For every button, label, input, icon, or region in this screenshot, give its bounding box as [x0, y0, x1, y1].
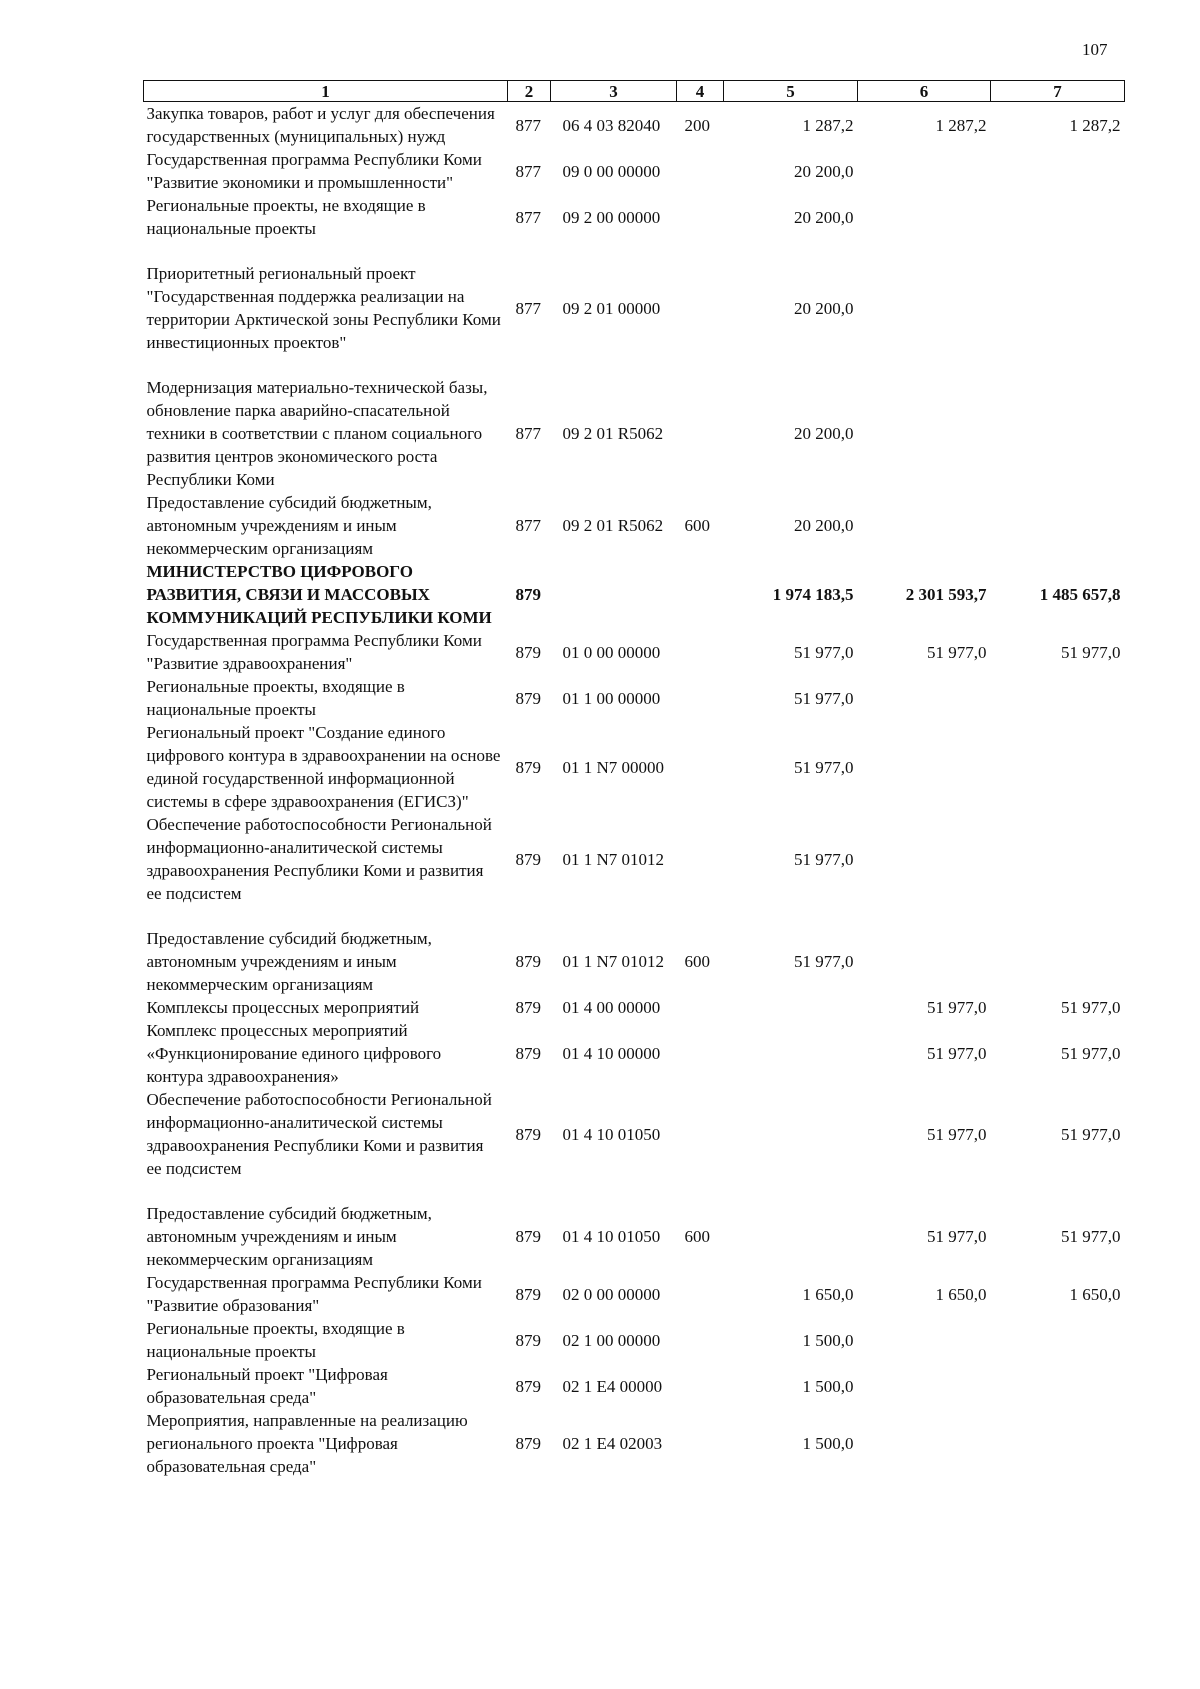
- row-target-code: 01 4 10 00000: [562, 1044, 661, 1063]
- row-amount-col7: 1 650,0: [1069, 1284, 1121, 1304]
- row-amount-col6: [858, 148, 991, 194]
- row-expense-type: 200: [684, 115, 710, 135]
- row-target-code: 01 4 10 01050: [562, 1227, 661, 1246]
- row-name: Региональные проекты, входящие в национальные проекты: [146, 1319, 405, 1361]
- row-name: Комплексы процессных мероприятий: [146, 998, 420, 1017]
- column-header-5: 5: [724, 81, 858, 102]
- header-row: [144, 81, 1125, 102]
- row-expense-type: [677, 675, 724, 721]
- row-name: Мероприятия, направленные на реализацию регионального проекта "Цифровая образовательная среда": [146, 1411, 468, 1476]
- row-name: Региональные проекты, входящие в национальные проекты: [146, 677, 405, 719]
- page-number: 107: [1082, 40, 1108, 59]
- row-amount-col7: [991, 262, 1125, 376]
- row-expense-type: [677, 1088, 724, 1202]
- row-target-code: 02 1 E4 00000: [562, 1376, 663, 1396]
- row-amount-col6: 2 301 593,7: [905, 585, 987, 604]
- row-ministry-code: 879: [515, 688, 541, 708]
- row-amount-col7: [991, 148, 1125, 194]
- row-amount-col7: [991, 927, 1125, 996]
- row-amount-col6: 51 977,0: [927, 1227, 987, 1246]
- row-ministry-code: 879: [515, 952, 541, 971]
- row-amount-col6: [858, 1317, 991, 1363]
- row-name: Обеспечение работоспособности Региональной информационно-аналитической системы здравоохранения Республики Коми и развития ее подсистем: [146, 1090, 492, 1178]
- table-row: [144, 102, 1125, 149]
- row-ministry-code: 877: [515, 424, 541, 443]
- row-name: Модернизация материально-технической базы, обновление парка аварийно-спасательной техники в соответствии с планом социального развития центров экономического роста Республики Коми: [146, 378, 488, 489]
- row-amount-col7: 1 287,2: [1069, 115, 1121, 135]
- row-target-code: 02 0 00 00000: [562, 1284, 661, 1304]
- row-amount-col6: 51 977,0: [927, 642, 987, 662]
- table-row: [144, 148, 1125, 194]
- row-amount-col7: [991, 1409, 1125, 1478]
- row-amount-col7: [991, 1363, 1125, 1409]
- row-amount-col7: 51 977,0: [1061, 998, 1121, 1017]
- row-amount-col7: [991, 1317, 1125, 1363]
- row-amount-col5: [724, 1202, 858, 1271]
- row-amount-col7: [991, 491, 1125, 560]
- row-expense-type: 600: [684, 1227, 710, 1246]
- row-expense-type: [677, 1363, 724, 1409]
- table-row: [144, 194, 1125, 262]
- table-row: [144, 996, 1125, 1019]
- row-expense-type: 600: [684, 952, 710, 971]
- row-ministry-code: 877: [515, 115, 541, 135]
- row-expense-type: [677, 560, 724, 629]
- row-amount-col5: 51 977,0: [794, 849, 854, 869]
- row-expense-type: [677, 376, 724, 491]
- row-amount-col6: 51 977,0: [927, 1044, 987, 1063]
- row-amount-col5: 20 200,0: [794, 298, 854, 318]
- row-amount-col5: [724, 1019, 858, 1088]
- row-ministry-code: 877: [515, 161, 541, 181]
- row-target-code: 01 4 00 00000: [562, 998, 661, 1017]
- row-ministry-code: 879: [515, 757, 541, 777]
- row-name: Предоставление субсидий бюджетным, автономным учреждениям и иным некоммерческим организациям: [146, 1204, 432, 1269]
- row-amount-col5: 1 650,0: [802, 1284, 854, 1304]
- table-row: [144, 1317, 1125, 1363]
- row-target-code: 01 0 00 00000: [562, 642, 661, 662]
- row-amount-col7: 51 977,0: [1061, 1124, 1121, 1144]
- table-row: [144, 1363, 1125, 1409]
- row-expense-type: [677, 813, 724, 927]
- row-amount-col5: 1 974 183,5: [772, 585, 854, 604]
- row-amount-col6: [858, 194, 991, 262]
- row-amount-col7: [991, 813, 1125, 927]
- row-amount-col7: 51 977,0: [1061, 642, 1121, 662]
- row-target-code: 01 1 N7 01012: [562, 849, 665, 869]
- row-name: [144, 560, 508, 629]
- row-amount-col7: [991, 721, 1125, 813]
- row-target-code: [551, 560, 677, 629]
- row-ministry-code: 879: [515, 585, 541, 604]
- row-amount-col5: 1 287,2: [802, 115, 854, 135]
- table-row: [144, 813, 1125, 927]
- row-target-code: 02 1 00 00000: [562, 1330, 661, 1350]
- table-row: [144, 560, 1125, 629]
- row-name: Приоритетный региональный проект "Государственная поддержка реализации на территории Арктической зоны Республики Коми инвестиционных проектов": [146, 264, 501, 352]
- row-amount-col5: 51 977,0: [794, 952, 854, 971]
- table-row: [144, 1088, 1125, 1202]
- table-body: [144, 102, 1125, 1479]
- row-target-code: 01 4 10 01050: [562, 1124, 661, 1144]
- row-ministry-code: 879: [515, 1044, 541, 1063]
- row-target-code: 06 4 03 82040: [562, 115, 661, 135]
- row-amount-col6: [858, 1409, 991, 1478]
- column-header-7: 7: [991, 81, 1125, 102]
- row-amount-col5: 51 977,0: [794, 757, 854, 777]
- row-amount-col6: 51 977,0: [927, 1124, 987, 1144]
- row-ministry-code: 877: [515, 516, 541, 535]
- row-target-code: 09 2 01 00000: [562, 298, 661, 318]
- row-amount-col5: 1 500,0: [802, 1434, 854, 1453]
- table-row: [144, 262, 1125, 376]
- row-name: Комплекс процессных мероприятий «Функционирование единого цифрового контура здравоохранения»: [146, 1021, 442, 1086]
- row-amount-col5: 20 200,0: [794, 207, 854, 227]
- row-expense-type: [677, 262, 724, 376]
- row-ministry-code: 879: [515, 1376, 541, 1396]
- row-target-code: 01 1 N7 01012: [562, 952, 665, 971]
- row-name: Региональный проект "Создание единого цифрового контура в здравоохранении на основе единой государственной информационной системы в сфере здравоохранения (ЕГИСЗ)": [146, 723, 501, 811]
- row-target-code: 09 2 00 00000: [562, 207, 661, 227]
- row-ministry-code: 879: [515, 1434, 541, 1453]
- ministry-title: МИНИСТЕРСТВО ЦИФРОВОГО РАЗВИТИЯ, СВЯЗИ И МАССОВЫХ КОММУНИКАЦИЙ РЕСПУБЛИКИ КОМИ: [146, 562, 492, 627]
- table-row: [144, 629, 1125, 675]
- table-header: [144, 81, 1125, 102]
- row-amount-col5: 51 977,0: [794, 688, 854, 708]
- column-header-1: 1: [144, 81, 508, 102]
- table-row: [144, 721, 1125, 813]
- row-name: Обеспечение работоспособности Региональной информационно-аналитической системы здравоохранения Республики Коми и развития ее подсистем: [146, 815, 492, 903]
- row-expense-type: [677, 1019, 724, 1088]
- row-amount-col7: 51 977,0: [1061, 1044, 1121, 1063]
- row-amount-col5: 20 200,0: [794, 161, 854, 181]
- table-row: [144, 1409, 1125, 1478]
- row-amount-col6: [858, 262, 991, 376]
- row-expense-type: [677, 1409, 724, 1478]
- row-amount-col6: [858, 721, 991, 813]
- budget-table: [143, 80, 1125, 1478]
- row-name: Государственная программа Республики Коми "Развитие экономики и промышленности": [146, 150, 482, 192]
- row-ministry-code: 877: [515, 298, 541, 318]
- row-ministry-code: 879: [515, 1330, 541, 1350]
- row-amount-col7: [991, 194, 1125, 262]
- row-target-code: 02 1 E4 02003: [562, 1434, 663, 1453]
- row-amount-col6: [858, 491, 991, 560]
- row-expense-type: [677, 148, 724, 194]
- table-row: [144, 376, 1125, 491]
- row-amount-col5: 1 500,0: [802, 1376, 854, 1396]
- row-ministry-code: 879: [515, 1124, 541, 1144]
- row-name: Предоставление субсидий бюджетным, автономным учреждениям и иным некоммерческим организациям: [146, 493, 432, 558]
- row-expense-type: 600: [684, 516, 710, 535]
- row-amount-col5: 1 500,0: [802, 1330, 854, 1350]
- row-amount-col7: 1 485 657,8: [1039, 585, 1121, 604]
- table-row: [144, 675, 1125, 721]
- row-amount-col6: 1 650,0: [935, 1284, 987, 1304]
- row-name: Региональные проекты, не входящие в национальные проекты: [146, 196, 426, 238]
- row-amount-col5: 20 200,0: [794, 516, 854, 535]
- row-ministry-code: 879: [515, 849, 541, 869]
- table-row: [144, 1019, 1125, 1088]
- row-amount-col6: [858, 675, 991, 721]
- row-amount-col7: 51 977,0: [1061, 1227, 1121, 1246]
- row-target-code: 09 2 01 R5062: [562, 424, 664, 443]
- row-ministry-code: 879: [515, 1227, 541, 1246]
- row-ministry-code: 879: [515, 998, 541, 1017]
- row-amount-col6: [858, 376, 991, 491]
- row-name: Предоставление субсидий бюджетным, автономным учреждениям и иным некоммерческим организациям: [146, 929, 432, 994]
- row-amount-col6: 51 977,0: [927, 998, 987, 1017]
- row-ministry-code: 879: [515, 1284, 541, 1304]
- row-amount-col6: 1 287,2: [935, 115, 987, 135]
- row-expense-type: [677, 721, 724, 813]
- row-amount-col5: [724, 996, 858, 1019]
- table-row: [144, 1271, 1125, 1317]
- row-amount-col6: [858, 1363, 991, 1409]
- column-header-2: 2: [508, 81, 551, 102]
- column-header-6: 6: [858, 81, 991, 102]
- row-amount-col7: [991, 376, 1125, 491]
- column-header-4: 4: [677, 81, 724, 102]
- row-amount-col7: [991, 675, 1125, 721]
- table-row: [144, 927, 1125, 996]
- row-target-code: 01 1 00 00000: [562, 688, 661, 708]
- row-target-code: 09 0 00 00000: [562, 161, 661, 181]
- row-ministry-code: 877: [515, 207, 541, 227]
- row-name: Государственная программа Республики Коми "Развитие здравоохранения": [146, 631, 482, 673]
- row-expense-type: [677, 1271, 724, 1317]
- table-row: [144, 491, 1125, 560]
- row-target-code: 01 1 N7 00000: [562, 757, 665, 777]
- row-amount-col5: 51 977,0: [794, 642, 854, 662]
- column-header-3: 3: [551, 81, 677, 102]
- row-name: Закупка товаров, работ и услуг для обеспечения государственных (муниципальных) нужд: [146, 104, 495, 146]
- row-name: Государственная программа Республики Коми "Развитие образования": [146, 1273, 482, 1315]
- row-amount-col6: [858, 927, 991, 996]
- row-ministry-code: 879: [515, 642, 541, 662]
- row-expense-type: [677, 1317, 724, 1363]
- table-row: [144, 1202, 1125, 1271]
- row-amount-col5: 20 200,0: [794, 424, 854, 443]
- row-expense-type: [677, 996, 724, 1019]
- row-expense-type: [677, 194, 724, 262]
- row-expense-type: [677, 629, 724, 675]
- row-amount-col5: [724, 1088, 858, 1202]
- row-amount-col6: [858, 813, 991, 927]
- row-name: Региональный проект "Цифровая образовательная среда": [146, 1365, 388, 1407]
- row-target-code: 09 2 01 R5062: [562, 516, 664, 535]
